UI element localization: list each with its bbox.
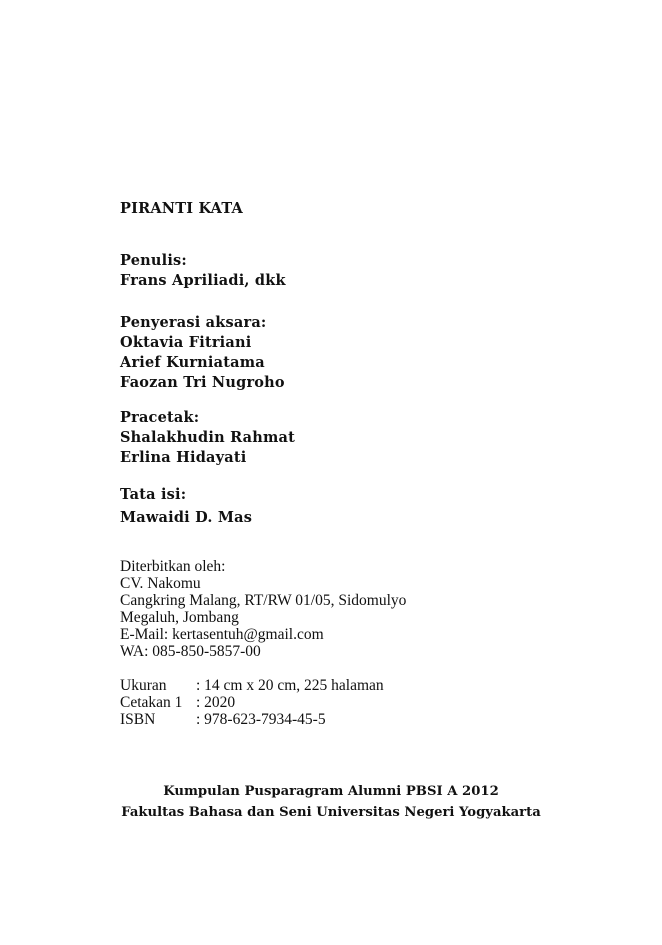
book-specs bbox=[120, 677, 384, 728]
footer-line-faculty: Fakultas Bahasa dan Seni Universitas Negeri Yogyakarta bbox=[121, 805, 541, 820]
publisher-email: E-Mail: kertasentuh@gmail.com bbox=[120, 626, 324, 643]
editor-section bbox=[120, 313, 285, 393]
editor-label: Penyerasi aksara: bbox=[120, 314, 267, 331]
publisher-label: Diterbitkan oleh: bbox=[120, 558, 226, 575]
spec-value: : 2020 bbox=[196, 694, 236, 711]
book-title-block bbox=[120, 199, 243, 219]
publisher-phone: WA: 085-850-5857-00 bbox=[120, 643, 261, 660]
layout-label: Tata isi: bbox=[120, 486, 187, 503]
author-name: Frans Apriliadi, dkk bbox=[120, 272, 286, 289]
spec-label: Ukuran bbox=[120, 677, 167, 694]
prepress-name: Erlina Hidayati bbox=[120, 449, 247, 466]
spec-label: ISBN bbox=[120, 711, 156, 728]
layout-section bbox=[120, 485, 252, 528]
layout-name: Mawaidi D. Mas bbox=[120, 509, 253, 526]
spec-value: : 14 cm x 20 cm, 225 halaman bbox=[196, 677, 384, 694]
spec-row-size bbox=[120, 677, 384, 694]
spec-value: : 978-623-7934-45-5 bbox=[196, 711, 326, 728]
spec-label: Cetakan 1 bbox=[120, 694, 183, 711]
prepress-label: Pracetak: bbox=[120, 409, 200, 426]
editor-name: Oktavia Fitriani bbox=[120, 334, 252, 351]
prepress-section bbox=[120, 408, 295, 468]
publisher-address-line1: Cangkring Malang, RT/RW 01/05, Sidomulyo bbox=[120, 592, 407, 609]
author-section bbox=[120, 251, 286, 291]
editor-name: Faozan Tri Nugroho bbox=[120, 374, 285, 391]
footer-line-collection: Kumpulan Pusparagram Alumni PBSI A 2012 bbox=[163, 784, 499, 799]
book-title: PIRANTI KATA bbox=[120, 200, 243, 217]
author-label: Penulis: bbox=[120, 252, 187, 269]
editor-name: Arief Kurniatama bbox=[120, 354, 265, 371]
publisher-name: CV. Nakomu bbox=[120, 575, 201, 592]
footer-block bbox=[0, 781, 662, 823]
prepress-name: Shalakhudin Rahmat bbox=[120, 429, 296, 446]
publisher-address-line2: Megaluh, Jombang bbox=[120, 609, 239, 626]
spec-row-isbn bbox=[120, 711, 384, 728]
spec-row-edition bbox=[120, 694, 384, 711]
publisher-section bbox=[120, 558, 406, 660]
